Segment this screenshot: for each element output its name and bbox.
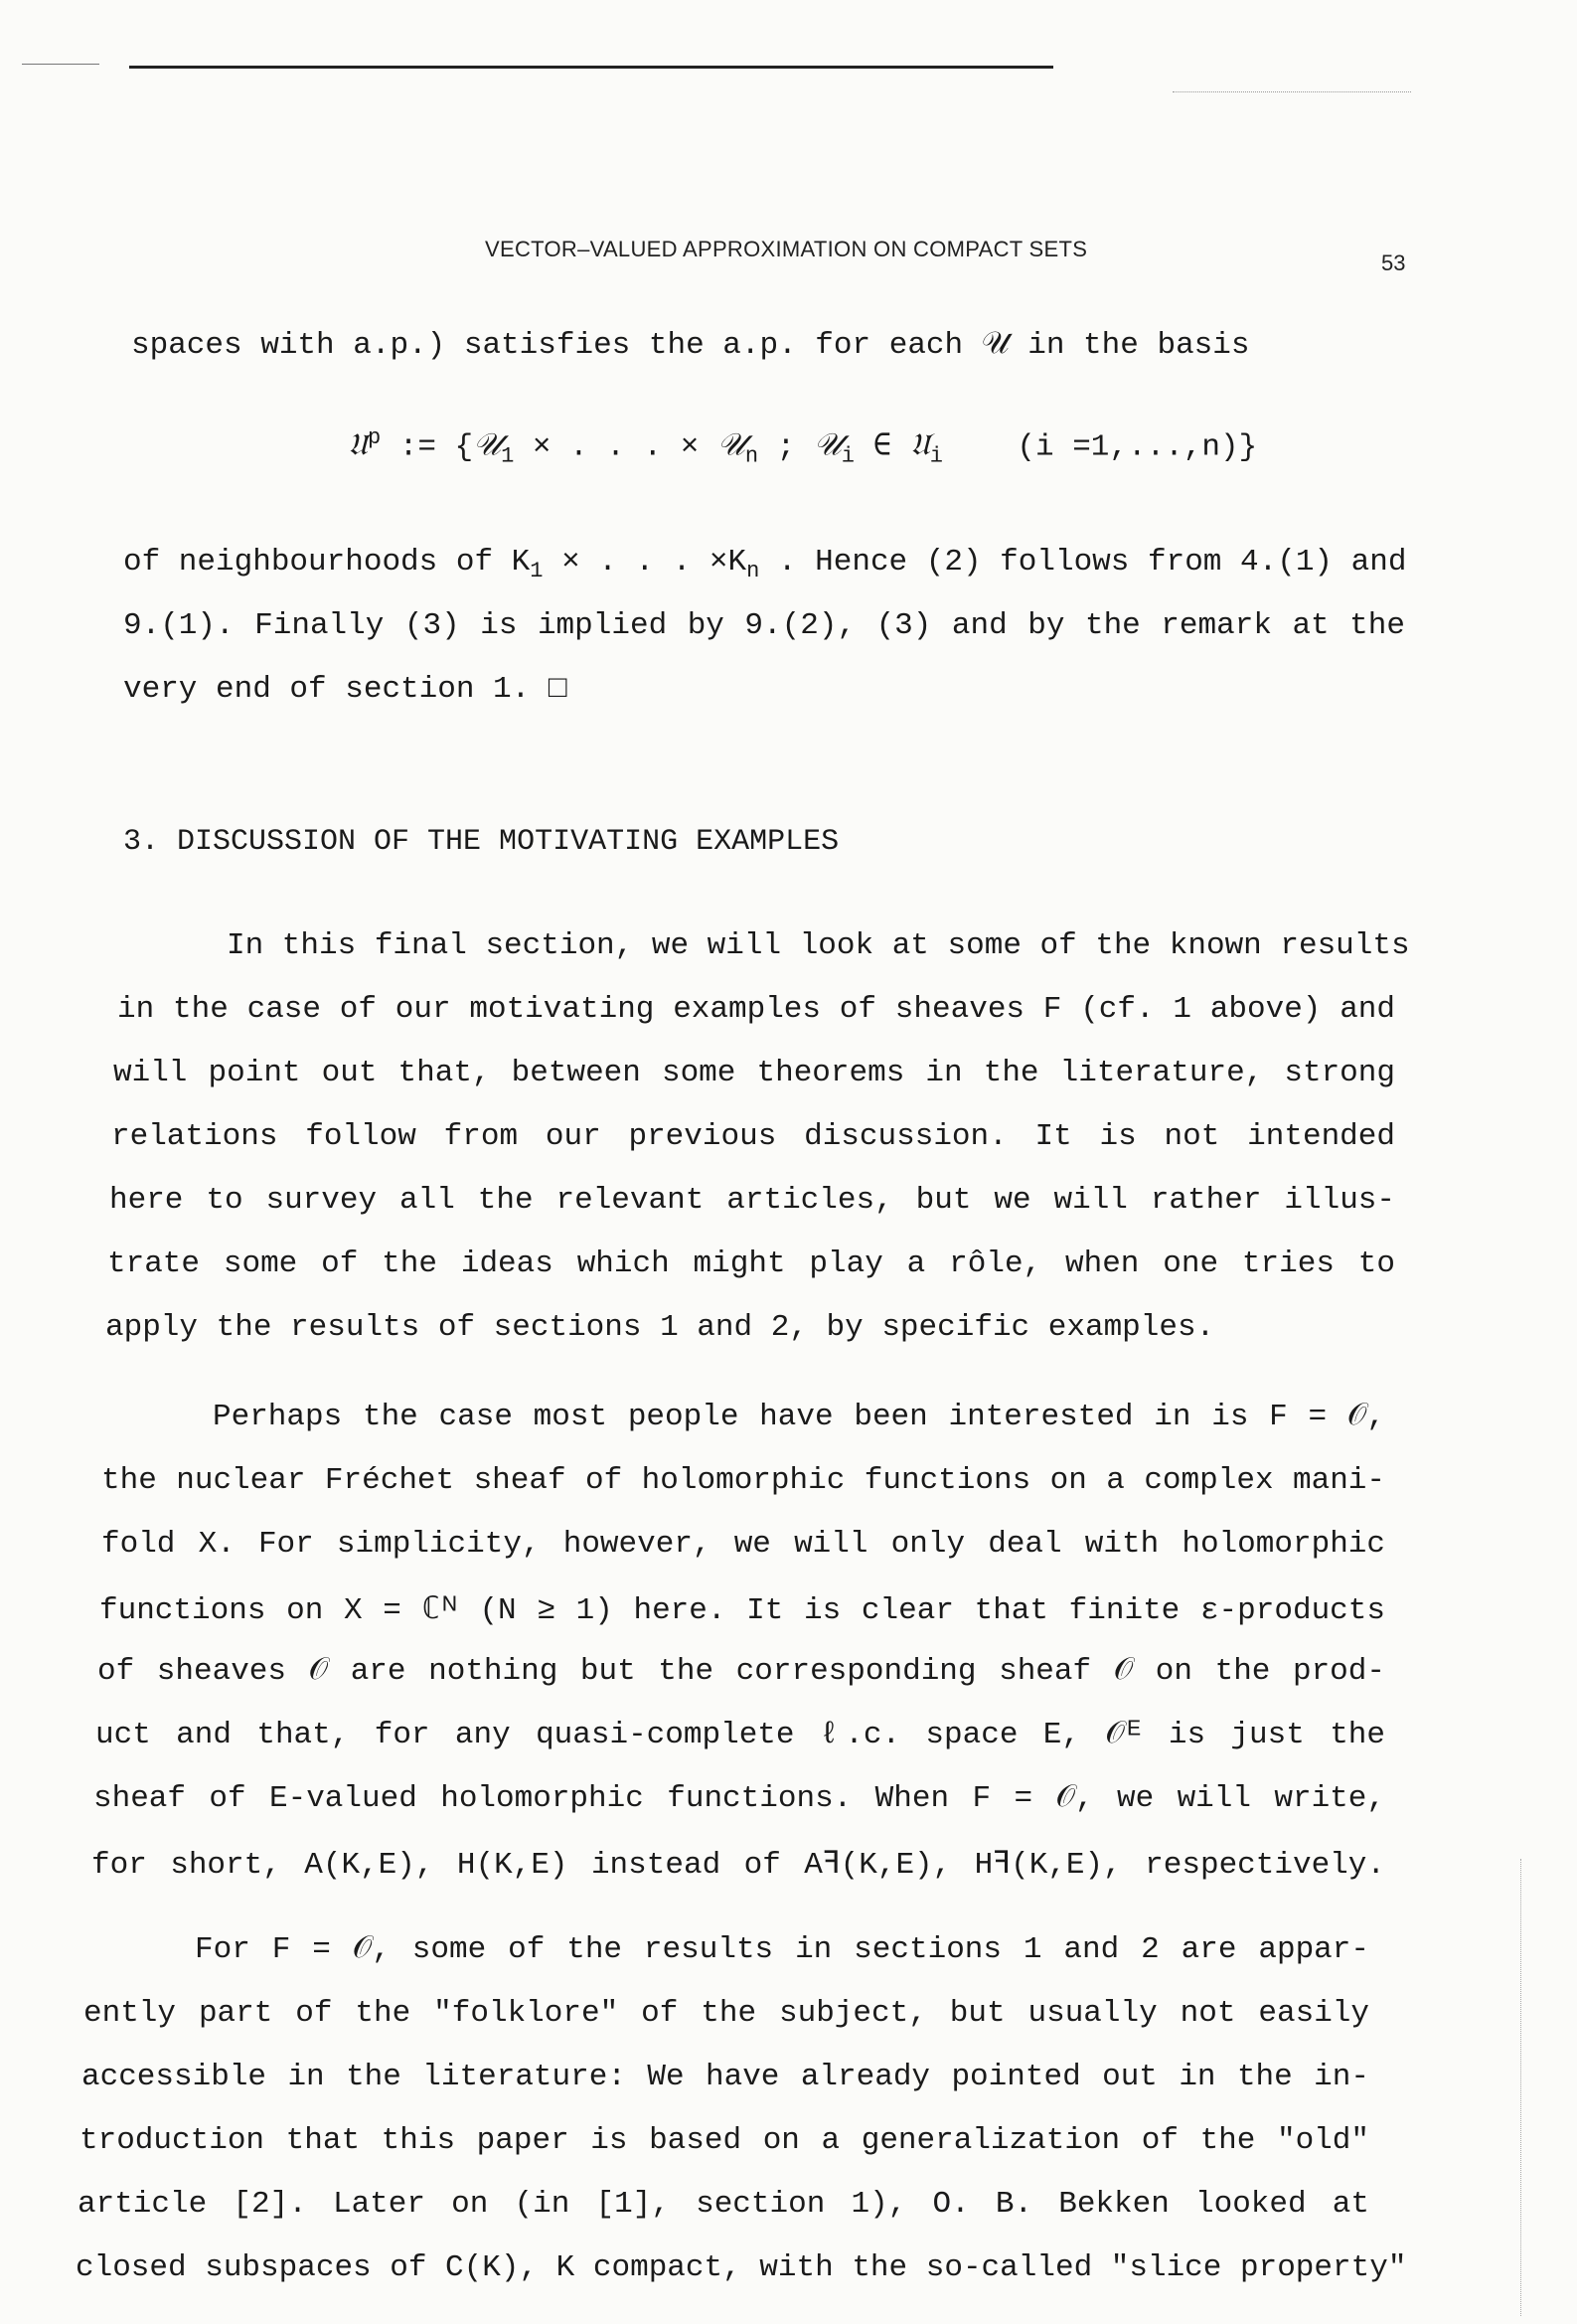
scan-edge-mark <box>1520 1859 1521 2316</box>
text-line: will point out that, between some theorems in the literature, strong <box>113 1056 1395 1090</box>
math-symbol: 𝒰 <box>813 426 842 462</box>
math-subscript: n <box>744 443 759 469</box>
text-line: closed subspaces of C(K), K compact, with the so-called "slice property" <box>76 2250 1407 2285</box>
page-number: 53 <box>1381 250 1406 275</box>
math-superscript: p <box>367 425 382 450</box>
math-operator: ∈ <box>854 429 910 465</box>
section-heading: 3. DISCUSSION OF THE MOTIVATING EXAMPLES <box>123 825 840 859</box>
text-line: 9.(1). Finally (3) is implied by 9.(2), (3) and by the remark at the <box>123 608 1405 643</box>
text-line: sheaf of E-valued holomorphic functions. When F = 𝒪, we will write, <box>93 1781 1385 1816</box>
text-line: accessible in the literature: We have already pointed out in the in- <box>81 2060 1369 2094</box>
text-line: of sheaves 𝒪 are nothing but the corresponding sheaf 𝒪 on the prod- <box>97 1654 1385 1689</box>
text-span: of neighbourhoods of K <box>123 545 531 580</box>
text-span: . Hence (2) follows from 4.(1) and <box>759 545 1407 580</box>
math-symbol: 𝒰 <box>716 426 745 462</box>
math-range: (i =1,...,n)} <box>1017 429 1258 465</box>
text-line: In this final section, we will look at some of the known results <box>227 928 1410 963</box>
text-line: ently part of the "folklore" of the subject, but usually not easily <box>83 1996 1369 2031</box>
math-subscript: i <box>929 443 943 469</box>
text-line: functions on X = ℂᴺ (N ≥ 1) here. It is clear that finite ε-products <box>99 1593 1385 1628</box>
text-line: For F = 𝒪, some of the results in sections 1 and 2 are appar- <box>195 1932 1369 1967</box>
text-line: apply the results of sections 1 and 2, by specific examples. <box>105 1310 1215 1345</box>
text-line: fold X. For simplicity, however, we will only deal with holomorphic <box>101 1527 1385 1562</box>
text-line: Perhaps the case most people have been interested in is F = 𝒪, <box>213 1400 1385 1434</box>
math-operator: := { <box>398 429 474 465</box>
scan-edge-mark <box>1173 91 1411 93</box>
text-line: relations follow from our previous discussion. It is not intended <box>111 1119 1395 1154</box>
math-operator: × . . . × <box>514 429 717 465</box>
math-subscript: 1 <box>501 443 515 469</box>
text-line: uct and that, for any quasi-complete ℓ.c. space E, 𝒪ᴱ is just the <box>95 1718 1385 1752</box>
math-symbol: 𝒰 <box>473 426 502 462</box>
text-line: article [2]. Later on (in [1], section 1), O. B. Bekken looked at <box>78 2187 1369 2222</box>
top-rule <box>129 66 1053 69</box>
running-title: VECTOR–VALUED APPROXIMATION ON COMPACT SETS <box>485 237 1088 261</box>
math-subscript: i <box>841 443 855 469</box>
text-line: trate some of the ideas which might play a rôle, when one tries to <box>107 1246 1395 1281</box>
text-line: here to survey all the relevant articles, but we will rather illus- <box>109 1183 1395 1218</box>
text-line: in the case of our motivating examples of sheaves F (cf. 1 above) and <box>117 992 1395 1027</box>
math-operator: ; <box>758 429 814 465</box>
math-subscript: n <box>746 559 760 584</box>
text-line: for short, A(K,E), H(K,E) instead of Aꟻ(K,E), Hꟻ(K,E), respectively. <box>91 1848 1385 1883</box>
math-symbol: 𝔘 <box>348 426 368 462</box>
text-line: the nuclear Fréchet sheaf of holomorphic functions on a complex mani- <box>101 1463 1385 1498</box>
math-symbol: 𝔘 <box>909 426 930 462</box>
display-equation <box>348 425 1257 469</box>
text-line: very end of section 1. □ <box>123 672 567 707</box>
text-line: troduction that this paper is based on a generalization of the "old" <box>79 2123 1369 2158</box>
math-subscript: 1 <box>530 559 544 584</box>
scan-edge-mark <box>22 64 99 65</box>
text-line <box>123 545 1406 583</box>
text-line: spaces with a.p.) satisfies the a.p. for each 𝒰 in the basis <box>131 328 1250 363</box>
text-span: × . . . ×K <box>543 545 747 580</box>
